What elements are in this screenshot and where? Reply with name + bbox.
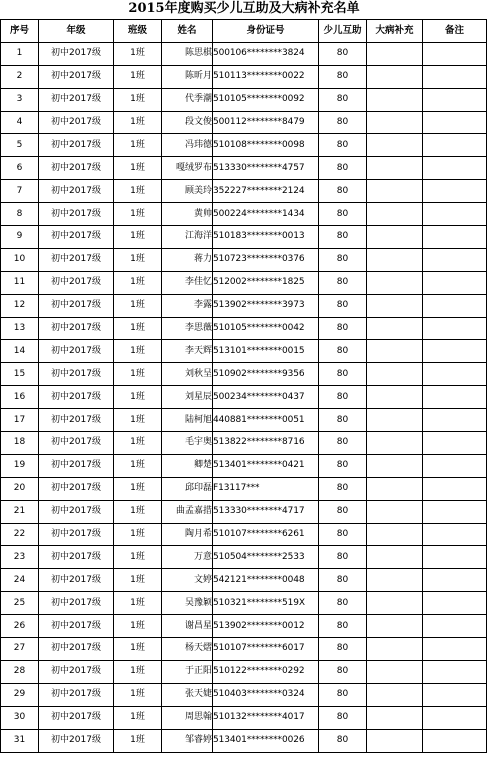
cell-class: 1班 (114, 226, 162, 249)
header-name: 姓名 (162, 20, 213, 43)
cell-note (423, 65, 487, 88)
cell-class: 1班 (114, 409, 162, 432)
cell-name: 周思翰 (162, 706, 213, 729)
cell-note (423, 157, 487, 180)
cell-fee: 80 (319, 615, 367, 638)
cell-extra (367, 432, 423, 455)
cell-class: 1班 (114, 111, 162, 134)
cell-fee: 80 (319, 386, 367, 409)
cell-no: 30 (1, 706, 39, 729)
cell-class: 1班 (114, 706, 162, 729)
cell-extra (367, 111, 423, 134)
cell-id-number: 542121********0048 (213, 569, 319, 592)
cell-extra (367, 569, 423, 592)
cell-grade: 初中2017级 (39, 500, 114, 523)
cell-grade: 初中2017级 (39, 592, 114, 615)
cell-class: 1班 (114, 546, 162, 569)
table-row (1, 638, 487, 661)
cell-grade: 初中2017级 (39, 42, 114, 65)
header-id: 身份证号 (213, 20, 319, 43)
cell-name: 冯玮德 (162, 134, 213, 157)
cell-note (423, 271, 487, 294)
cell-grade: 初中2017级 (39, 386, 114, 409)
cell-id-number: 510113********0022 (213, 65, 319, 88)
cell-id-number: 510122********0292 (213, 660, 319, 683)
cell-class: 1班 (114, 569, 162, 592)
cell-name: 刘秋呈 (162, 363, 213, 386)
table-row (1, 500, 487, 523)
cell-grade: 初中2017级 (39, 226, 114, 249)
cell-note (423, 592, 487, 615)
cell-class: 1班 (114, 271, 162, 294)
cell-name: 李天辉 (162, 340, 213, 363)
cell-fee: 80 (319, 638, 367, 661)
cell-note (423, 42, 487, 65)
cell-note (423, 638, 487, 661)
cell-no: 16 (1, 386, 39, 409)
cell-extra (367, 638, 423, 661)
cell-note (423, 569, 487, 592)
cell-extra (367, 317, 423, 340)
cell-extra (367, 454, 423, 477)
cell-fee: 80 (319, 65, 367, 88)
cell-class: 1班 (114, 477, 162, 500)
cell-id-number: 513902********0012 (213, 615, 319, 638)
cell-extra (367, 271, 423, 294)
cell-fee: 80 (319, 660, 367, 683)
cell-class: 1班 (114, 248, 162, 271)
table-row (1, 729, 487, 752)
table-row (1, 592, 487, 615)
table-row (1, 42, 487, 65)
table-row (1, 157, 487, 180)
cell-id-number: 513401********0026 (213, 729, 319, 752)
cell-extra (367, 615, 423, 638)
cell-name: 曲孟嘉措 (162, 500, 213, 523)
cell-name: 李露 (162, 294, 213, 317)
cell-id-number: 440881********0051 (213, 409, 319, 432)
cell-name: 谢昌星 (162, 615, 213, 638)
cell-extra (367, 88, 423, 111)
cell-no: 3 (1, 88, 39, 111)
cell-note (423, 386, 487, 409)
cell-note (423, 248, 487, 271)
cell-grade: 初中2017级 (39, 157, 114, 180)
cell-no: 25 (1, 592, 39, 615)
cell-note (423, 546, 487, 569)
cell-grade: 初中2017级 (39, 569, 114, 592)
table-row (1, 615, 487, 638)
cell-grade: 初中2017级 (39, 271, 114, 294)
table-row (1, 180, 487, 203)
cell-extra (367, 706, 423, 729)
cell-note (423, 88, 487, 111)
cell-note (423, 317, 487, 340)
cell-name: 万意 (162, 546, 213, 569)
cell-grade: 初中2017级 (39, 638, 114, 661)
cell-grade: 初中2017级 (39, 615, 114, 638)
cell-note (423, 615, 487, 638)
table-row (1, 340, 487, 363)
cell-name: 卿楚 (162, 454, 213, 477)
cell-note (423, 340, 487, 363)
cell-class: 1班 (114, 432, 162, 455)
table-body (1, 42, 487, 752)
cell-note (423, 363, 487, 386)
table-row (1, 477, 487, 500)
cell-note (423, 500, 487, 523)
cell-name: 陈思棋 (162, 42, 213, 65)
cell-fee: 80 (319, 546, 367, 569)
header-row (1, 20, 487, 43)
cell-name: 李佳忆 (162, 271, 213, 294)
cell-id-number: 510403********0324 (213, 683, 319, 706)
cell-extra (367, 592, 423, 615)
cell-no: 22 (1, 523, 39, 546)
cell-grade: 初中2017级 (39, 454, 114, 477)
cell-no: 10 (1, 248, 39, 271)
table-row (1, 271, 487, 294)
cell-note (423, 203, 487, 226)
cell-id-number: 510723********0376 (213, 248, 319, 271)
cell-class: 1班 (114, 454, 162, 477)
header-fee: 少儿互助 (319, 20, 367, 43)
cell-extra (367, 340, 423, 363)
cell-class: 1班 (114, 134, 162, 157)
page-title: 2015年度购买少儿互助及大病补充名单 (128, 1, 360, 16)
cell-no: 23 (1, 546, 39, 569)
cell-grade: 初中2017级 (39, 409, 114, 432)
cell-extra (367, 409, 423, 432)
cell-class: 1班 (114, 523, 162, 546)
cell-class: 1班 (114, 615, 162, 638)
table-row (1, 248, 487, 271)
cell-name: 黄帅 (162, 203, 213, 226)
cell-name: 邹睿婷 (162, 729, 213, 752)
cell-name: 陆柯旭 (162, 409, 213, 432)
cell-extra (367, 683, 423, 706)
cell-fee: 80 (319, 706, 367, 729)
cell-note (423, 432, 487, 455)
cell-no: 29 (1, 683, 39, 706)
cell-extra (367, 477, 423, 500)
cell-grade: 初中2017级 (39, 683, 114, 706)
cell-fee: 80 (319, 294, 367, 317)
cell-id-number: 510132********4017 (213, 706, 319, 729)
cell-grade: 初中2017级 (39, 111, 114, 134)
cell-id-number: 513401********0421 (213, 454, 319, 477)
cell-id-number: 500224********1434 (213, 203, 319, 226)
cell-name: 段文俊 (162, 111, 213, 134)
cell-fee: 80 (319, 454, 367, 477)
cell-grade: 初中2017级 (39, 317, 114, 340)
cell-fee: 80 (319, 42, 367, 65)
cell-no: 9 (1, 226, 39, 249)
cell-id-number: F13117*** (213, 477, 319, 500)
cell-fee: 80 (319, 340, 367, 363)
cell-name: 嘎绒罗布 (162, 157, 213, 180)
cell-id-number: 513101********0015 (213, 340, 319, 363)
cell-grade: 初中2017级 (39, 340, 114, 363)
cell-id-number: 500112********8479 (213, 111, 319, 134)
cell-name: 蒋力 (162, 248, 213, 271)
cell-name: 毛宇奥 (162, 432, 213, 455)
cell-no: 4 (1, 111, 39, 134)
cell-no: 19 (1, 454, 39, 477)
cell-name: 杨天熠 (162, 638, 213, 661)
cell-name: 文婷 (162, 569, 213, 592)
header-grade: 年级 (39, 20, 114, 43)
cell-extra (367, 248, 423, 271)
cell-grade: 初中2017级 (39, 477, 114, 500)
cell-id-number: 512002********1825 (213, 271, 319, 294)
cell-class: 1班 (114, 294, 162, 317)
cell-no: 7 (1, 180, 39, 203)
table-row (1, 546, 487, 569)
cell-fee: 80 (319, 226, 367, 249)
cell-fee: 80 (319, 523, 367, 546)
table-row (1, 226, 487, 249)
table-row (1, 88, 487, 111)
cell-class: 1班 (114, 386, 162, 409)
cell-extra (367, 523, 423, 546)
table-row (1, 454, 487, 477)
cell-name: 陶月希 (162, 523, 213, 546)
table-row (1, 111, 487, 134)
cell-grade: 初中2017级 (39, 546, 114, 569)
cell-extra (367, 203, 423, 226)
cell-fee: 80 (319, 683, 367, 706)
cell-class: 1班 (114, 660, 162, 683)
cell-extra (367, 294, 423, 317)
cell-fee: 80 (319, 157, 367, 180)
cell-no: 8 (1, 203, 39, 226)
table-row (1, 706, 487, 729)
table-row (1, 683, 487, 706)
header-extra: 大病补充 (367, 20, 423, 43)
table-row (1, 432, 487, 455)
cell-extra (367, 500, 423, 523)
cell-no: 13 (1, 317, 39, 340)
cell-extra (367, 660, 423, 683)
cell-name: 顾美玲 (162, 180, 213, 203)
table-row (1, 65, 487, 88)
cell-note (423, 409, 487, 432)
cell-class: 1班 (114, 42, 162, 65)
table-row (1, 363, 487, 386)
cell-class: 1班 (114, 340, 162, 363)
cell-id-number: 510105********0092 (213, 88, 319, 111)
cell-class: 1班 (114, 317, 162, 340)
cell-extra (367, 180, 423, 203)
cell-grade: 初中2017级 (39, 729, 114, 752)
header-no: 序号 (1, 20, 39, 43)
cell-fee: 80 (319, 409, 367, 432)
cell-note (423, 180, 487, 203)
cell-note (423, 729, 487, 752)
cell-note (423, 454, 487, 477)
table-row (1, 409, 487, 432)
cell-class: 1班 (114, 88, 162, 111)
cell-id-number: 510105********0042 (213, 317, 319, 340)
cell-no: 17 (1, 409, 39, 432)
cell-id-number: 513330********4757 (213, 157, 319, 180)
cell-grade: 初中2017级 (39, 65, 114, 88)
cell-fee: 80 (319, 248, 367, 271)
cell-id-number: 510321********519X (213, 592, 319, 615)
cell-extra (367, 134, 423, 157)
cell-class: 1班 (114, 180, 162, 203)
cell-id-number: 510108********0098 (213, 134, 319, 157)
table-row (1, 569, 487, 592)
cell-no: 2 (1, 65, 39, 88)
cell-fee: 80 (319, 569, 367, 592)
cell-fee: 80 (319, 729, 367, 752)
cell-grade: 初中2017级 (39, 706, 114, 729)
table-row (1, 134, 487, 157)
cell-class: 1班 (114, 65, 162, 88)
cell-id-number: 510183********0013 (213, 226, 319, 249)
cell-id-number: 513902********3973 (213, 294, 319, 317)
cell-no: 27 (1, 638, 39, 661)
table-row (1, 294, 487, 317)
cell-name: 李思薇 (162, 317, 213, 340)
cell-id-number: 510504********2533 (213, 546, 319, 569)
cell-id-number: 510107********6017 (213, 638, 319, 661)
cell-grade: 初中2017级 (39, 134, 114, 157)
cell-note (423, 111, 487, 134)
cell-no: 31 (1, 729, 39, 752)
cell-fee: 80 (319, 592, 367, 615)
cell-no: 18 (1, 432, 39, 455)
cell-id-number: 500234********0437 (213, 386, 319, 409)
cell-class: 1班 (114, 157, 162, 180)
table-row (1, 660, 487, 683)
cell-class: 1班 (114, 683, 162, 706)
cell-id-number: 500106********3824 (213, 42, 319, 65)
cell-grade: 初中2017级 (39, 203, 114, 226)
cell-no: 14 (1, 340, 39, 363)
cell-note (423, 660, 487, 683)
cell-name: 刘星辰 (162, 386, 213, 409)
cell-no: 1 (1, 42, 39, 65)
cell-extra (367, 363, 423, 386)
cell-name: 邱印磊 (162, 477, 213, 500)
cell-extra (367, 157, 423, 180)
cell-fee: 80 (319, 111, 367, 134)
cell-id-number: 510107********6261 (213, 523, 319, 546)
cell-note (423, 226, 487, 249)
roster-table (0, 19, 487, 753)
cell-no: 20 (1, 477, 39, 500)
cell-class: 1班 (114, 638, 162, 661)
cell-fee: 80 (319, 317, 367, 340)
cell-note (423, 477, 487, 500)
cell-fee: 80 (319, 432, 367, 455)
cell-grade: 初中2017级 (39, 294, 114, 317)
cell-no: 15 (1, 363, 39, 386)
cell-name: 吴豫颖 (162, 592, 213, 615)
cell-name: 代季潮 (162, 88, 213, 111)
cell-grade: 初中2017级 (39, 363, 114, 386)
cell-no: 21 (1, 500, 39, 523)
table-row (1, 317, 487, 340)
cell-name: 张天婕 (162, 683, 213, 706)
cell-extra (367, 65, 423, 88)
header-note: 备注 (423, 20, 487, 43)
cell-note (423, 294, 487, 317)
cell-extra (367, 226, 423, 249)
cell-grade: 初中2017级 (39, 180, 114, 203)
cell-id-number: 352227********2124 (213, 180, 319, 203)
cell-fee: 80 (319, 477, 367, 500)
cell-fee: 80 (319, 88, 367, 111)
cell-name: 陈昕月 (162, 65, 213, 88)
cell-grade: 初中2017级 (39, 660, 114, 683)
cell-note (423, 523, 487, 546)
cell-no: 5 (1, 134, 39, 157)
cell-id-number: 513330********4717 (213, 500, 319, 523)
cell-id-number: 513822********8716 (213, 432, 319, 455)
cell-fee: 80 (319, 180, 367, 203)
cell-fee: 80 (319, 271, 367, 294)
cell-grade: 初中2017级 (39, 88, 114, 111)
header-class: 班级 (114, 20, 162, 43)
cell-extra (367, 546, 423, 569)
cell-class: 1班 (114, 500, 162, 523)
cell-class: 1班 (114, 729, 162, 752)
cell-name: 于正阳 (162, 660, 213, 683)
cell-class: 1班 (114, 592, 162, 615)
cell-extra (367, 729, 423, 752)
cell-grade: 初中2017级 (39, 523, 114, 546)
cell-fee: 80 (319, 500, 367, 523)
table-row (1, 386, 487, 409)
cell-no: 28 (1, 660, 39, 683)
cell-id-number: 510902********9356 (213, 363, 319, 386)
cell-no: 6 (1, 157, 39, 180)
cell-no: 12 (1, 294, 39, 317)
cell-note (423, 683, 487, 706)
cell-note (423, 134, 487, 157)
cell-no: 11 (1, 271, 39, 294)
cell-fee: 80 (319, 134, 367, 157)
cell-fee: 80 (319, 203, 367, 226)
cell-extra (367, 42, 423, 65)
cell-class: 1班 (114, 203, 162, 226)
cell-fee: 80 (319, 363, 367, 386)
cell-note (423, 706, 487, 729)
table-row (1, 523, 487, 546)
cell-grade: 初中2017级 (39, 248, 114, 271)
table-row (1, 203, 487, 226)
cell-class: 1班 (114, 363, 162, 386)
cell-extra (367, 386, 423, 409)
cell-no: 26 (1, 615, 39, 638)
cell-name: 江海洋 (162, 226, 213, 249)
cell-grade: 初中2017级 (39, 432, 114, 455)
cell-no: 24 (1, 569, 39, 592)
